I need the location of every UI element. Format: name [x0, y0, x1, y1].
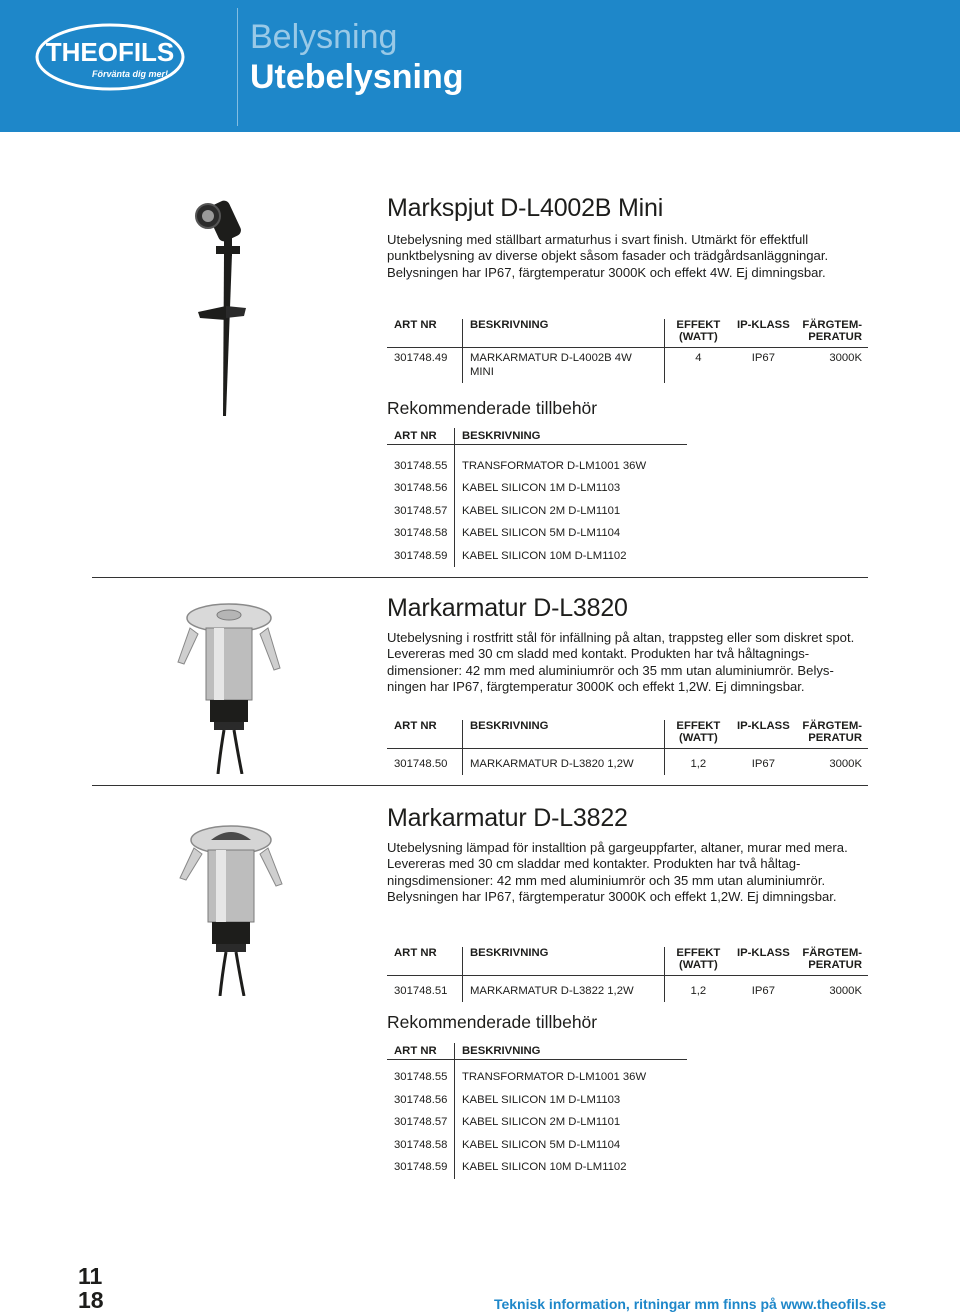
table-row: 301748.50 MARKARMATUR D-L3820 1,2W 1,2 IP67 3000K [387, 749, 868, 776]
product-title: Markarmatur D-L3822 [387, 804, 628, 832]
product-description: Utebelysning med ställbart armaturhus i svart finish. Utmärkt för effektfull punktbelysning av diverse objekt såsom fasader och trädgårdsanläggningar. Belysningen har IP67, färgtemperatur 3000K och effekt 4W. Ej dimningsbar. [387, 232, 829, 280]
list-item: 301748.55 TRANSFORMATOR D-LM1001 36W [387, 1066, 687, 1089]
table-header-row: ART NR BESKRIVNING EFFEKT (WATT) IP-KLASS FÄRGTEM- PERATUR [387, 947, 868, 976]
page-title: Utebelysning [250, 58, 464, 96]
svg-text:Förvänta dig mer!: Förvänta dig mer! [91, 69, 169, 79]
product-section-2 [387, 593, 868, 696]
accessories-title: Rekommenderade tillbehör [387, 398, 598, 418]
spec-table-2 [387, 720, 868, 775]
category-label: Belysning [250, 18, 398, 56]
list-item: 301748.56 KABEL SILICON 1M D-LM1103 [387, 1089, 687, 1112]
product-description: Utebelysning lämpad för installtion på gargeuppfarter, altaner, murar med mera. Levereras med 30 cm sladdar med kontakter. Produkten har två håltag- ningsdimensioner: 42 mm med aluminiumrör och 35 mm utan aluminiumrör. Belysningen har IP67, färgtemperatur 3000K och effekt 1,2W. Ej dimningsbar. [387, 840, 848, 905]
svg-text:THEOFILS: THEOFILS [45, 37, 175, 67]
list-item [387, 445, 687, 455]
page-header [0, 0, 960, 132]
list-item: 301748.57 KABEL SILICON 2M D-LM1101 [387, 1111, 687, 1134]
list-item: 301748.57 KABEL SILICON 2M D-LM1101 [387, 500, 687, 523]
accessories-table-1: ART NR BESKRIVNING 301748.55 TRANSFORMATOR D-LM1001 36W 301748.56 KABEL SILICON 1M D-LM1103 301748.57 KABEL SILICON 2M D-LM1101 301748.58 KABEL SILICON 5M D-LM1104 301748.59 KABEL SILICON 10M D-LM1102 [387, 428, 687, 567]
recessed-wall-light-icon [176, 820, 286, 996]
list-item: 301748.59 KABEL SILICON 10M D-LM1102 [387, 1156, 687, 1179]
spec-table-1 [387, 319, 868, 383]
table-header-row [387, 319, 868, 348]
table-row: 301748.49 MARKARMATUR D-L4002B 4W MINI 4 IP67 3000K [387, 348, 868, 384]
product-title: Markarmatur D-L3820 [387, 594, 628, 622]
list-item: 301748.58 KABEL SILICON 5M D-LM1104 [387, 522, 687, 545]
col-ip: IP-KLASS [724, 319, 795, 348]
table-row: 301748.51 MARKARMATUR D-L3822 1,2W 1,2 IP67 3000K [387, 976, 868, 1003]
accessories-table-2: ART NR BESKRIVNING 301748.55 TRANSFORMATOR D-LM1001 36W 301748.56 KABEL SILICON 1M D-LM1103 301748.57 KABEL SILICON 2M D-LM1101 301748.58 KABEL SILICON 5M D-LM1104 301748.59 KABEL SILICON 10M D-LM1102 [387, 1043, 687, 1179]
product-section-1 [387, 193, 868, 281]
accessories-title: Rekommenderade tillbehör [387, 1012, 598, 1032]
col-art-nr: ART NR [387, 319, 463, 348]
footer-link[interactable]: Teknisk information, ritningar mm finns på www.theofils.se [493, 1296, 886, 1312]
table-header-row: ART NR BESKRIVNING EFFEKT (WATT) IP-KLASS FÄRGTEM- PERATUR [387, 720, 868, 749]
list-item: 301748.58 KABEL SILICON 5M D-LM1104 [387, 1134, 687, 1157]
list-item: 301748.59 KABEL SILICON 10M D-LM1102 [387, 545, 687, 568]
list-item: 301748.55 TRANSFORMATOR D-LM1001 36W [387, 455, 687, 478]
product-description: Utebelysning i rostfritt stål för infällning på altan, trappsteg eller som diskret spot. Levereras med 30 cm sladd med kontakt. Produkten har två håltagnings- dimensioner: 42 mm med aluminiumrör och 35 mm utan aluminiumrör. Belys- ningen har IP67, färgtemperatur 3000K och effekt 1,2W. Ej dimningsbar. [387, 630, 855, 695]
section-divider [92, 577, 868, 578]
page-number-bottom: 18 [78, 1287, 104, 1313]
product-title: Markspjut D-L4002B Mini [387, 194, 664, 222]
header-divider [237, 8, 238, 126]
theofils-logo [34, 22, 186, 92]
section-divider [92, 785, 868, 786]
col-fargtemperatur: FÄRGTEM- PERATUR [795, 319, 868, 348]
page-number-top: 11 [78, 1263, 103, 1289]
col-beskrivning: BESKRIVNING [463, 319, 665, 348]
col-effekt: EFFEKT (WATT) [665, 319, 725, 348]
spike-spotlight-icon [186, 190, 266, 420]
product-section-3 [387, 803, 868, 906]
spec-table-3 [387, 947, 868, 1002]
recessed-spot-icon [174, 598, 284, 774]
list-item: 301748.56 KABEL SILICON 1M D-LM1103 [387, 477, 687, 500]
